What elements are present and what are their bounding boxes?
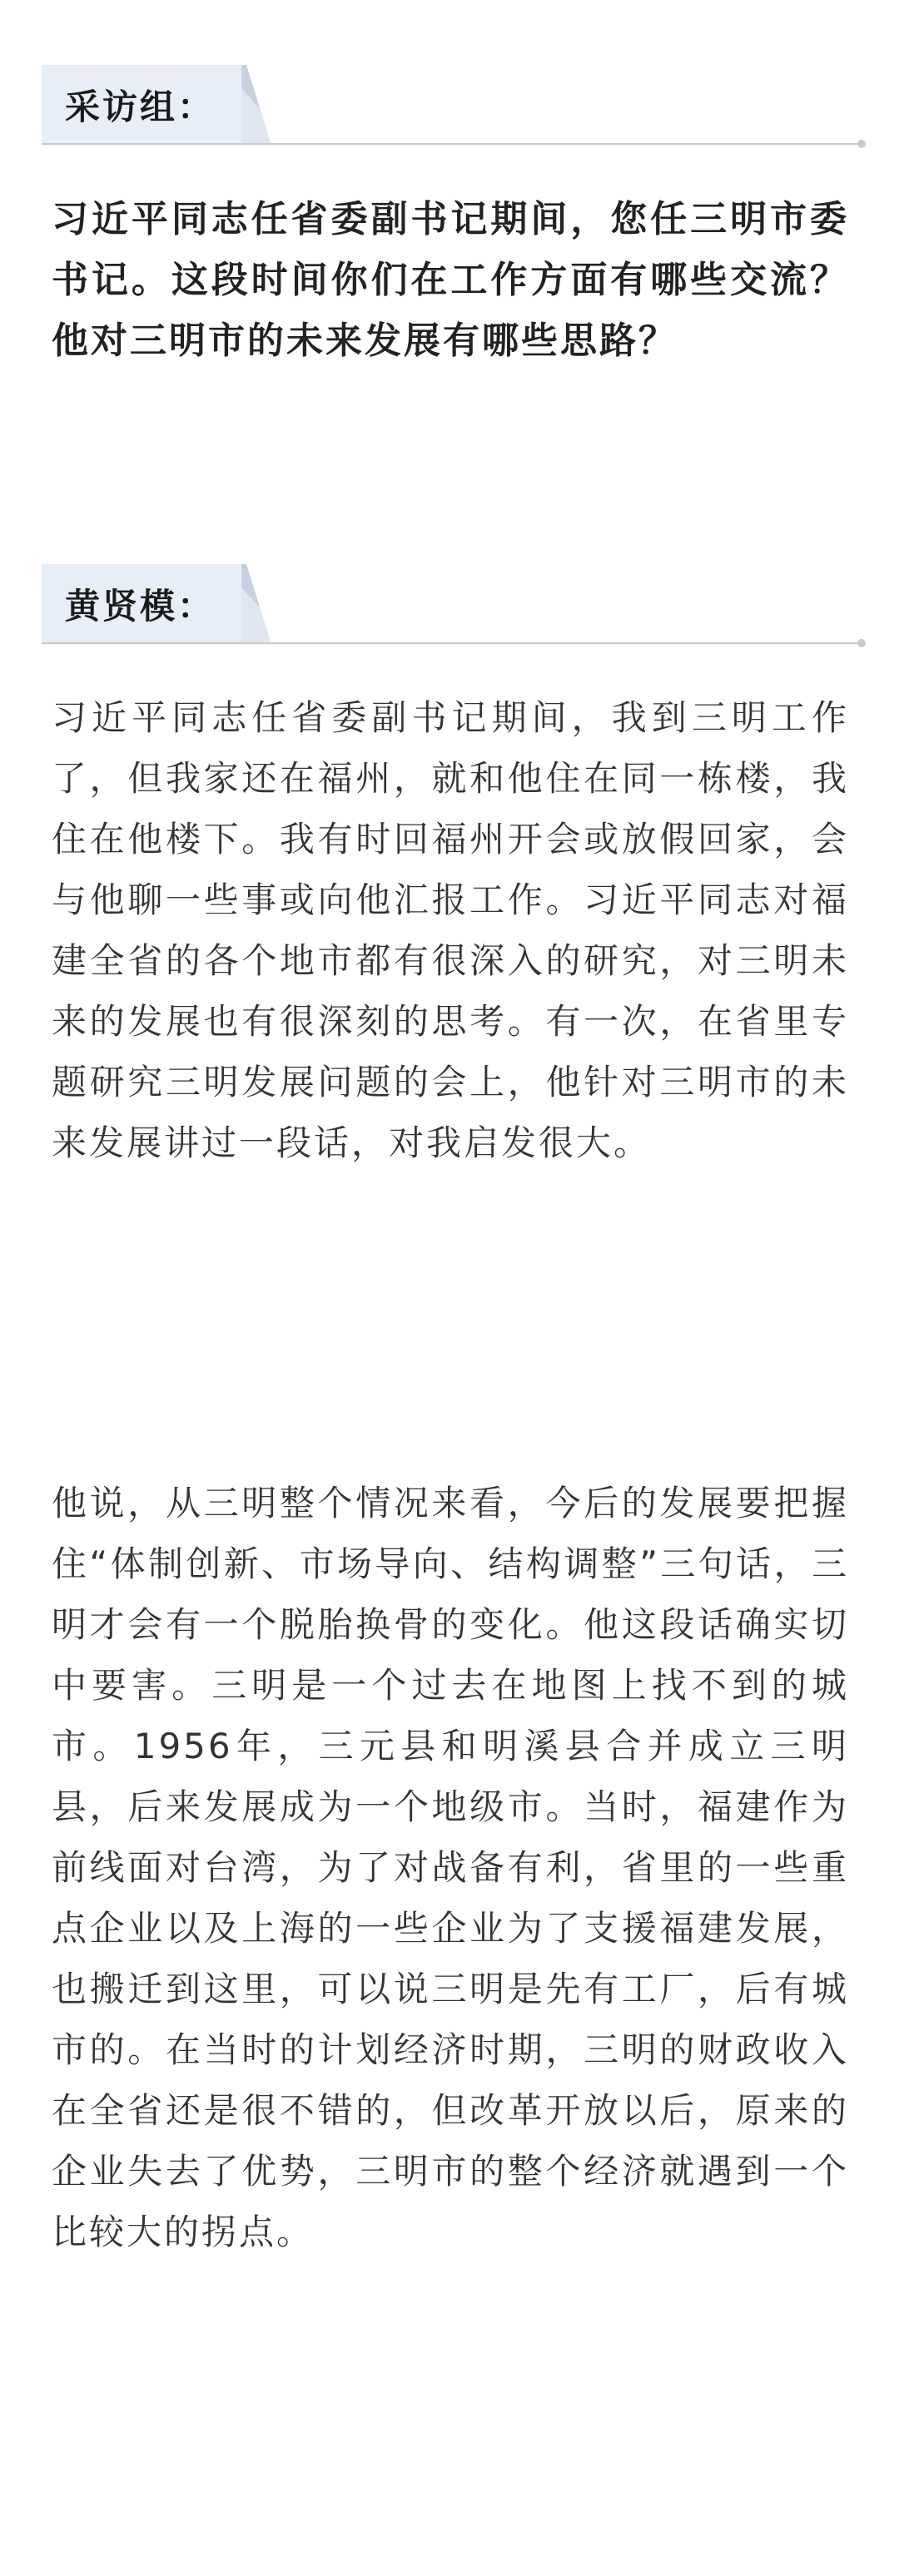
divider-dot bbox=[857, 639, 866, 647]
speaker-label-huang-xianmo bbox=[42, 564, 866, 647]
answer-paragraph: 习近平同志任省委副书记期间，我到三明工作了，但我家还在福州，就和他住在同一栋楼，我住在他楼下。我有时回福州开会或放假回家，会与他聊一些事或向他汇报工作。习近平同志对福建全省的各个地市都有很深入的研究，对三明未来的发展也有很深刻的思考。有一次，在省里专题研究三明发展问题的会上，他针对三明市的未来发展讲过一段话，对我启发很大。 bbox=[52, 697, 849, 1163]
speaker-label-interview-group bbox=[42, 65, 866, 148]
question-paragraph: 习近平同志任省委副书记期间，您任三明市委书记。这段时间你们在工作方面有哪些交流？他对三明市的未来发展有哪些思路？ bbox=[52, 198, 849, 362]
divider-line bbox=[42, 143, 866, 145]
speaker-name: 黄贤模： bbox=[65, 586, 216, 627]
speaker-name: 采访组： bbox=[65, 87, 216, 127]
answer-paragraph: 他说，从三明整个情况来看，今后的发展要把握住“体制创新、市场导向、结构调整”三句话，三明才会有一个脱胎换骨的变化。他这段话确实切中要害。三明是一个过去在地图上找不到的城市。1956年，三元县和明溪县合并成立三明县，后来发展成为一个地级市。当时，福建作为前线面对台湾，为了对战备有利，省里的一些重点企业以及上海的一些企业为了支援福建发展，也搬迁到这里，可以说三明是先有工厂，后有城市的。在当时的计划经济时期，三明的财政收入在全省还是很不错的，但改革开放以后，原来的企业失去了优势，三明市的整个经济就遇到一个比较大的拐点。 bbox=[52, 1483, 849, 2252]
speaker-tab-fold-decoration bbox=[241, 65, 271, 145]
divider-line bbox=[42, 642, 866, 644]
divider-dot bbox=[857, 140, 866, 148]
speaker-tab bbox=[42, 65, 241, 145]
speaker-tab-fold-decoration bbox=[241, 564, 271, 644]
speaker-tab bbox=[42, 564, 241, 644]
